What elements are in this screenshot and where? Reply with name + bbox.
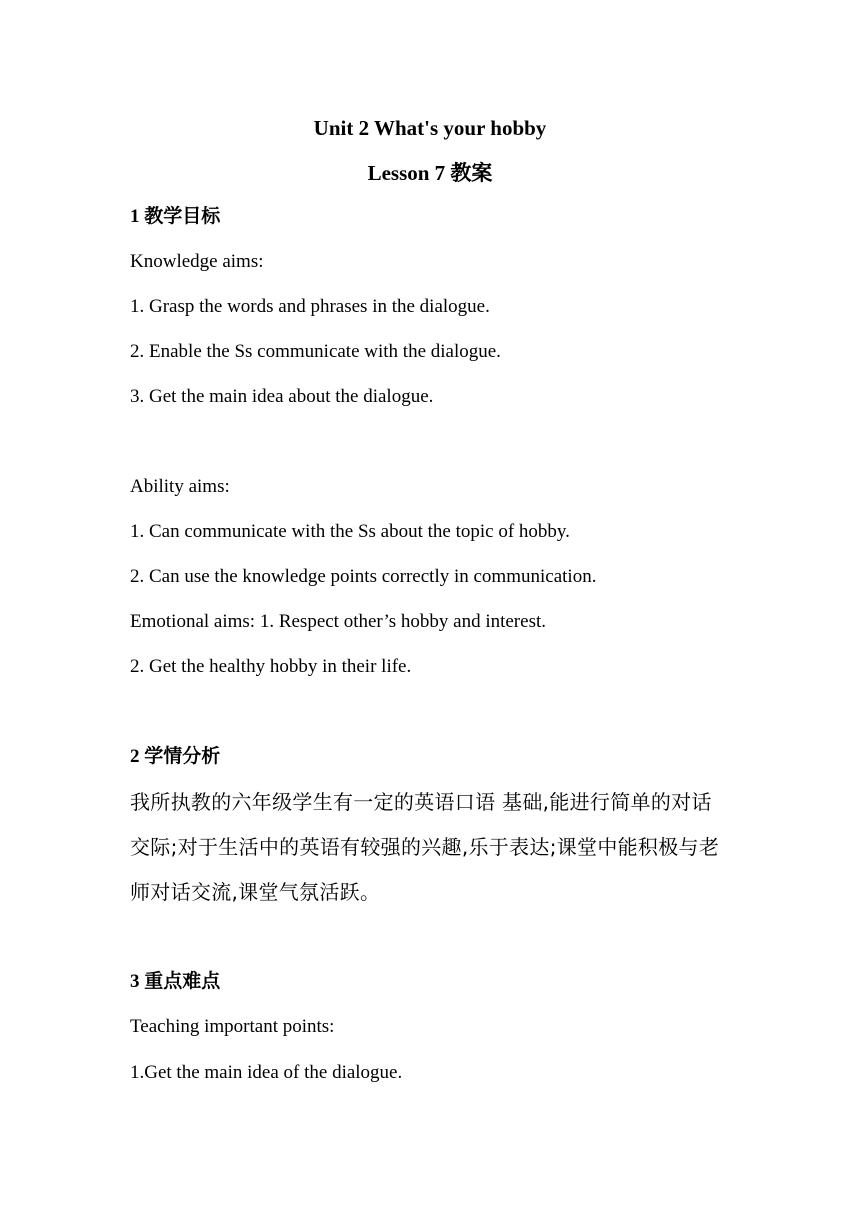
document-subtitle: Lesson 7 教案	[367, 161, 493, 185]
ability-aims-label: Ability aims:	[130, 476, 230, 497]
important-point-item-1: 1.Get the main idea of the dialogue.	[130, 1062, 403, 1083]
section-3-heading: 3 重点难点	[130, 971, 221, 992]
knowledge-aims-label: Knowledge aims:	[130, 251, 264, 272]
knowledge-aim-item-3: 3. Get the main idea about the dialogue.	[130, 386, 434, 407]
emotional-aim-item-2: 2. Get the healthy hobby in their life.	[130, 656, 412, 677]
section-1-heading: 1 教学目标	[130, 206, 221, 227]
ability-aim-item-1: 1. Can communicate with the Ss about the topic of hobby.	[130, 521, 570, 542]
document-title: Unit 2 What's your hobby	[313, 116, 547, 140]
emotional-aims-line: Emotional aims: 1. Respect other’s hobby and interest.	[130, 611, 546, 632]
ability-aim-item-2: 2. Can use the knowledge points correctly in communication.	[130, 566, 597, 587]
section-2-heading: 2 学情分析	[130, 746, 221, 767]
analysis-line-2: 交际;对于生活中的英语有较强的兴趣,乐于表达;课堂中能积极与老	[130, 835, 720, 859]
analysis-line-3: 师对话交流,课堂气氛活跃。	[130, 880, 381, 904]
knowledge-aim-item-2: 2. Enable the Ss communicate with the dialogue.	[130, 341, 501, 362]
knowledge-aim-item-1: 1. Grasp the words and phrases in the dialogue.	[130, 296, 490, 317]
important-points-label: Teaching important points:	[130, 1016, 335, 1037]
analysis-line-1: 我所执教的六年级学生有一定的英语口语 基础,能进行简单的对话	[130, 790, 712, 814]
